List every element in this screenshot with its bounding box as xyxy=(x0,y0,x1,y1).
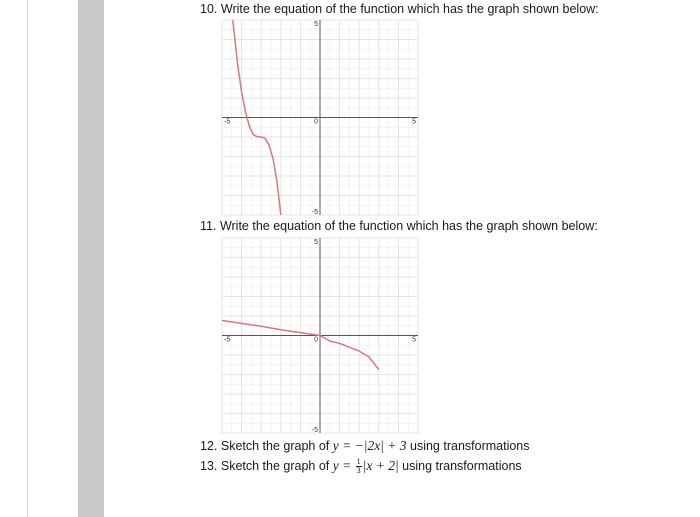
question-12-number: 12. xyxy=(200,439,218,453)
question-13-number: 13. xyxy=(200,459,218,473)
question-10-text: Write the equation of the function which has the graph shown below: xyxy=(220,2,599,16)
question-10-number: 10. xyxy=(200,2,218,16)
function-curve-0 xyxy=(218,320,379,370)
tick-label-y-bottom: -5 xyxy=(311,427,318,434)
tick-label-origin: 0 xyxy=(314,336,318,344)
question-11 xyxy=(200,219,598,233)
graph-question-10 xyxy=(222,20,418,215)
tick-label-x-left: -5 xyxy=(224,118,231,126)
page-left-margin-rule xyxy=(27,0,28,517)
question-13-equation xyxy=(332,457,399,476)
question-12 xyxy=(200,438,530,454)
page-side-bar xyxy=(78,0,104,517)
question-12-equation: y = −|2x| + 3 xyxy=(332,438,407,453)
question-13-fraction-denominator: 3 xyxy=(356,466,361,476)
tick-label-y-top: 5 xyxy=(314,21,318,28)
question-13-equation-lhs: y = xyxy=(332,458,352,473)
tick-label-y-top: 5 xyxy=(314,239,318,246)
tick-label-x-right: 5 xyxy=(412,336,416,344)
tick-label-origin: 0 xyxy=(314,118,318,126)
tick-label-x-right: 5 xyxy=(412,118,416,126)
question-12-suffix: using transformations xyxy=(410,439,530,453)
question-13 xyxy=(200,458,522,475)
graph-question-11 xyxy=(222,238,418,433)
question-11-number: 11. xyxy=(200,219,217,233)
question-13-fraction xyxy=(356,458,362,475)
tick-label-x-left: -5 xyxy=(224,336,231,344)
question-13-fraction-numerator: 1 xyxy=(356,457,361,467)
tick-label-y-bottom: -5 xyxy=(311,209,318,216)
question-12-text: Sketch the graph of xyxy=(220,439,330,453)
question-13-equation-rhs: |x + 2| xyxy=(362,458,399,473)
question-13-text: Sketch the graph of xyxy=(220,459,330,473)
question-10 xyxy=(200,2,599,16)
question-11-text: Write the equation of the function which has the graph shown below: xyxy=(219,219,598,233)
question-13-suffix: using transformations xyxy=(402,459,522,473)
